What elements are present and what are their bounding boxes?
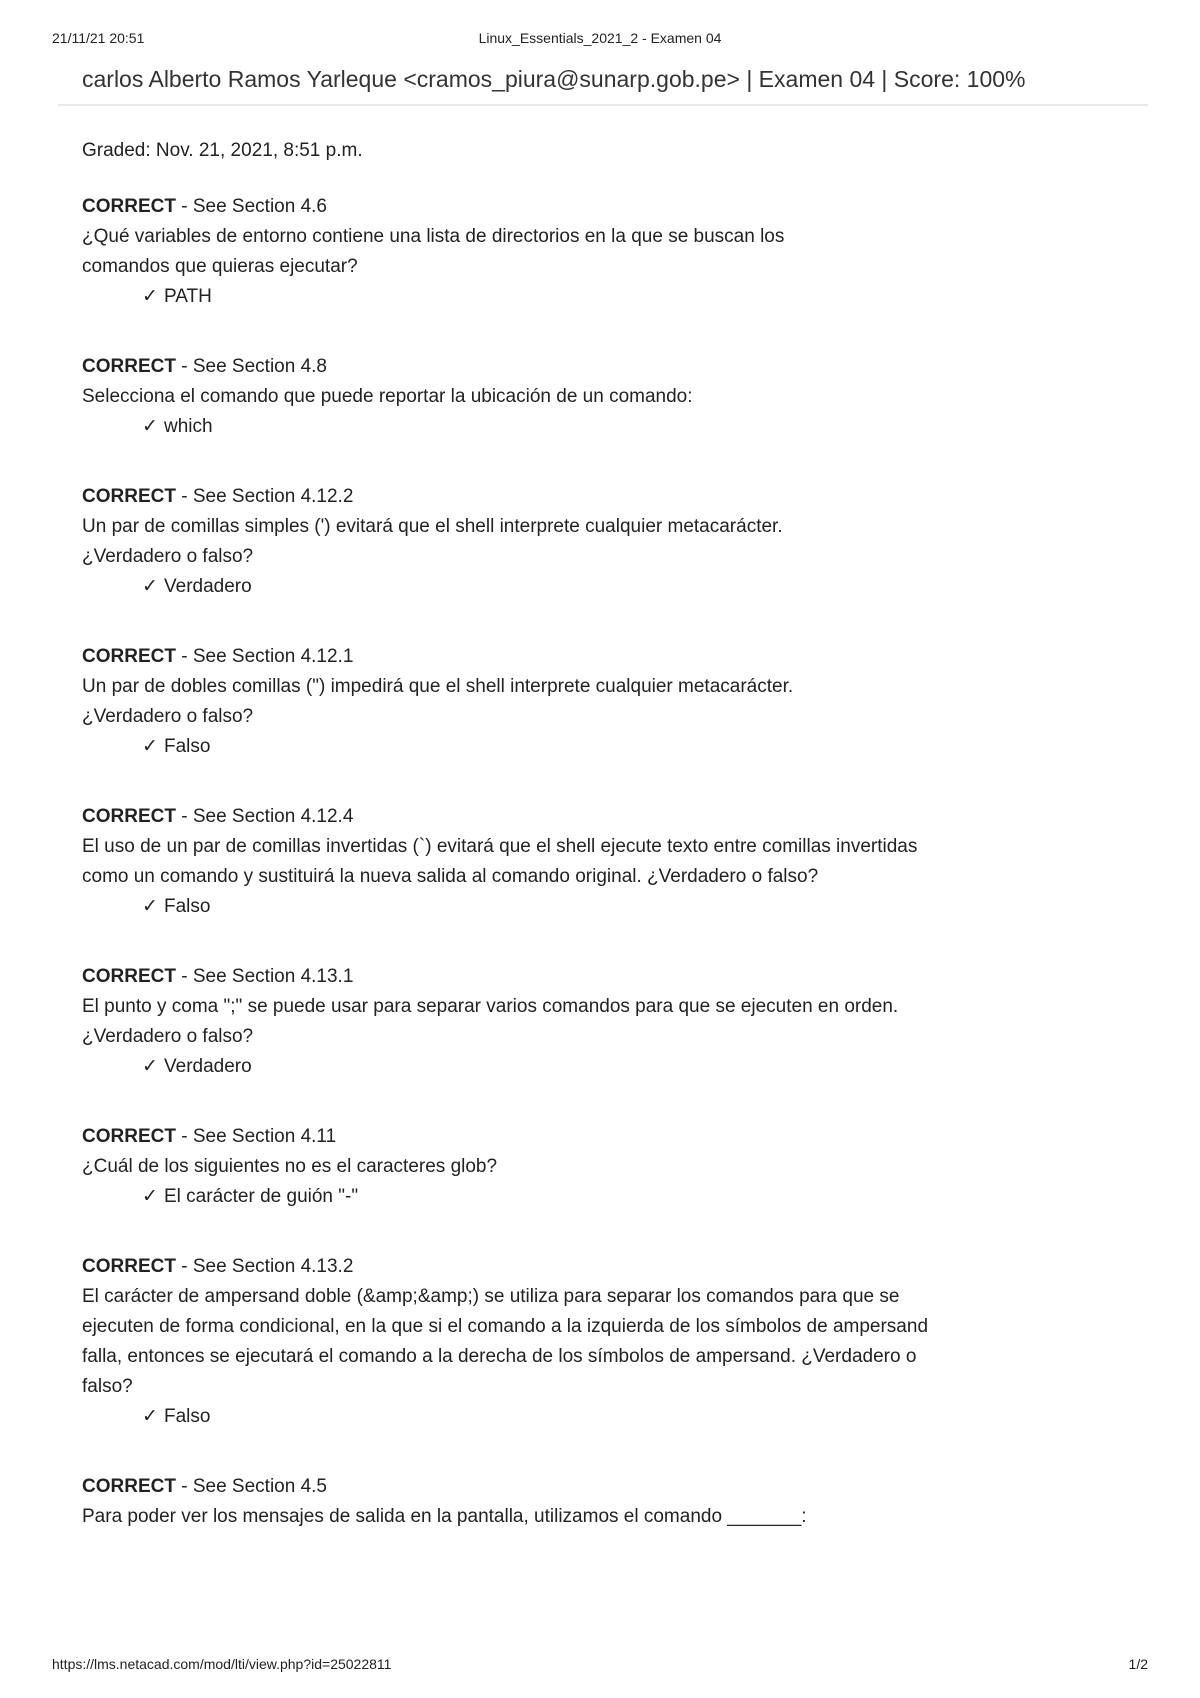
question-item — [82, 1252, 982, 1432]
answer-text: Falso — [164, 1406, 211, 1427]
page-number: 1/2 — [1128, 1656, 1148, 1672]
section-reference: - See Section 4.13.2 — [175, 1256, 354, 1277]
section-reference: - See Section 4.8 — [175, 356, 327, 377]
answer — [142, 412, 982, 442]
answer — [142, 1182, 982, 1212]
answer — [142, 1402, 982, 1432]
question-text: El punto y coma ";" se puede usar para separar varios comandos para que se ejecuten en orden. ¿Verdadero o falso? — [82, 996, 899, 1047]
status-label: CORRECT — [82, 1126, 176, 1147]
status-label: CORRECT — [82, 646, 176, 667]
exam-results — [82, 136, 982, 1572]
question-item — [82, 1122, 982, 1212]
answer-text: PATH — [164, 286, 212, 307]
page-url: https://lms.netacad.com/mod/lti/view.php?id=25022811 — [52, 1656, 392, 1672]
answer-text: which — [164, 416, 213, 437]
check-icon: ✓ — [142, 1056, 158, 1077]
answer — [142, 732, 982, 762]
section-reference: - See Section 4.5 — [175, 1476, 327, 1497]
section-reference: - See Section 4.6 — [175, 196, 327, 217]
status-label: CORRECT — [82, 966, 176, 987]
check-icon: ✓ — [142, 286, 158, 307]
question-text: El carácter de ampersand doble (&amp;&amp;) se utiliza para separar los comandos para que se ejecuten de forma condicional, en la que si el comando a la izquierda de los símbolos de ampersand falla, entonces se ejecutará el comando a la derecha de los símbolos de ampersand. ¿Verdadero o falso? — [82, 1286, 929, 1397]
question-text: Selecciona el comando que puede reportar la ubicación de un comando: — [82, 386, 693, 407]
question-item — [82, 642, 982, 762]
answer — [142, 1052, 982, 1082]
status-label: CORRECT — [82, 356, 176, 377]
check-icon: ✓ — [142, 1186, 158, 1207]
status-label: CORRECT — [82, 196, 176, 217]
question-item — [82, 1472, 982, 1532]
question-item — [82, 352, 982, 442]
answer — [142, 892, 982, 922]
check-icon: ✓ — [142, 576, 158, 597]
section-reference: - See Section 4.12.4 — [175, 806, 354, 827]
answer — [142, 282, 982, 312]
question-text: Un par de dobles comillas (") impedirá que el shell interprete cualquier metacarácter. ¿Verdadero o falso? — [82, 676, 794, 727]
section-reference: - See Section 4.12.2 — [175, 486, 354, 507]
page-title: carlos Alberto Ramos Yarleque <cramos_piura@sunarp.gob.pe> | Examen 04 | Score: 100% — [58, 64, 1148, 106]
question-item — [82, 192, 982, 312]
question-text: ¿Qué variables de entorno contiene una lista de directorios en la que se buscan los comandos que quieras ejecutar? — [82, 226, 785, 277]
print-date: 21/11/21 20:51 — [52, 30, 145, 46]
question-item — [82, 962, 982, 1082]
answer-text: Falso — [164, 896, 211, 917]
question-item — [82, 802, 982, 922]
check-icon: ✓ — [142, 896, 158, 917]
answer — [142, 572, 982, 602]
status-label: CORRECT — [82, 486, 176, 507]
check-icon: ✓ — [142, 416, 158, 437]
print-header — [52, 30, 1148, 50]
status-label: CORRECT — [82, 1476, 176, 1497]
status-label: CORRECT — [82, 1256, 176, 1277]
print-footer — [52, 1656, 1148, 1676]
answer-text: Verdadero — [164, 1056, 252, 1077]
question-item — [82, 482, 982, 602]
graded-date: Graded: Nov. 21, 2021, 8:51 p.m. — [82, 140, 363, 161]
section-reference: - See Section 4.13.1 — [175, 966, 354, 987]
check-icon: ✓ — [142, 1406, 158, 1427]
question-text: Un par de comillas simples (') evitará que el shell interprete cualquier metacarácter. ¿Verdadero o falso? — [82, 516, 783, 567]
answer-text: Verdadero — [164, 576, 252, 597]
question-text: El uso de un par de comillas invertidas (`) evitará que el shell ejecute texto entre comillas invertidas como un comando y sustituirá la nueva salida al comando original. ¿Verdadero o falso? — [82, 836, 918, 887]
check-icon: ✓ — [142, 736, 158, 757]
question-text: ¿Cuál de los siguientes no es el caracteres glob? — [82, 1156, 498, 1177]
section-reference: - See Section 4.11 — [175, 1126, 337, 1147]
question-text: Para poder ver los mensajes de salida en la pantalla, utilizamos el comando _______: — [82, 1506, 807, 1527]
answer-text: Falso — [164, 736, 211, 757]
section-reference: - See Section 4.12.1 — [175, 646, 354, 667]
answer-text: El carácter de guión "-" — [164, 1186, 359, 1207]
status-label: CORRECT — [82, 806, 176, 827]
print-title: Linux_Essentials_2021_2 - Examen 04 — [478, 30, 722, 46]
